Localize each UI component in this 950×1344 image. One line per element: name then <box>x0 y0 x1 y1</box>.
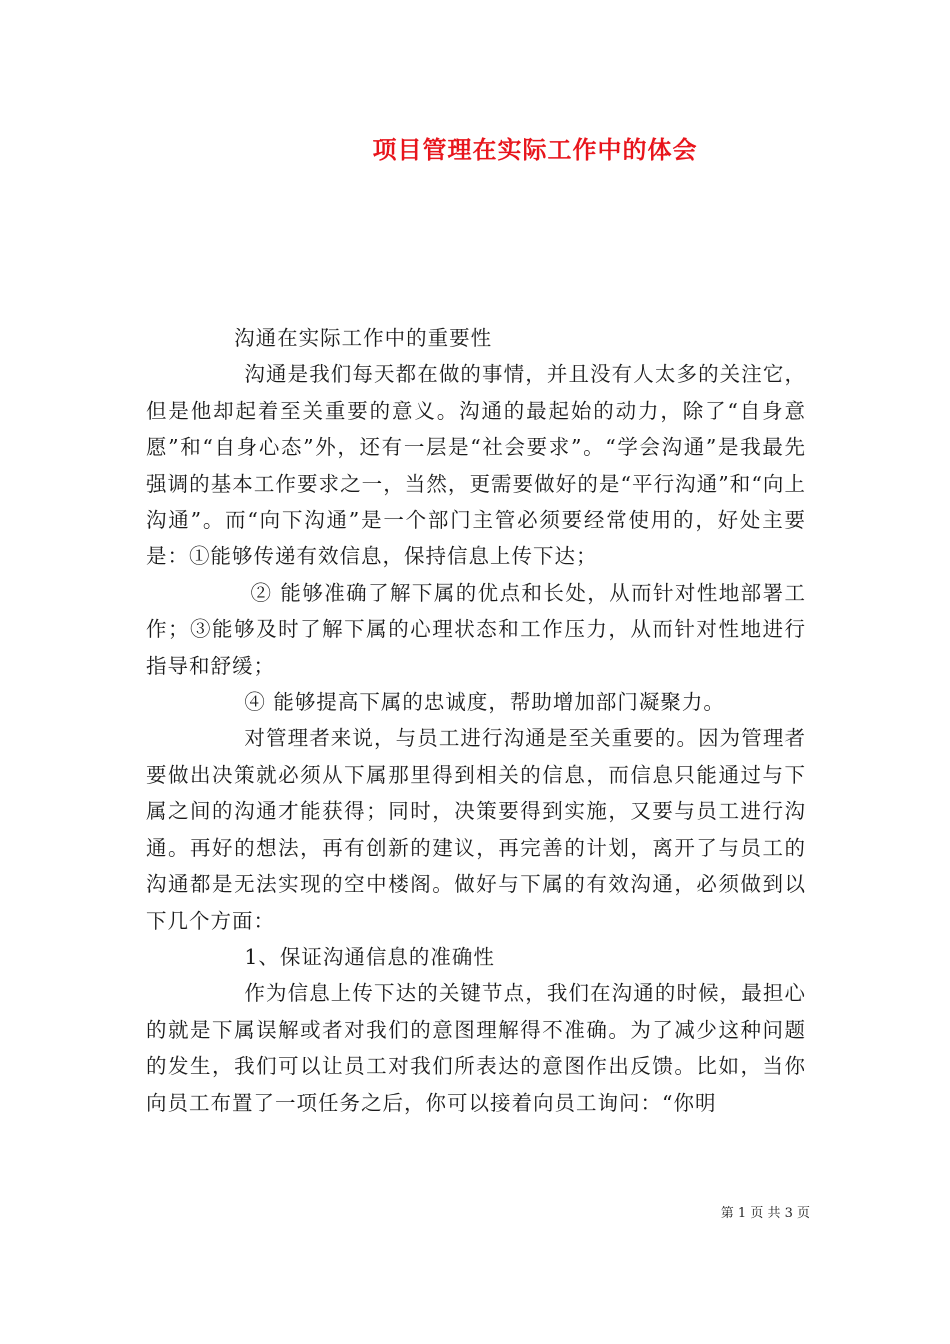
document-body <box>146 320 806 1121</box>
page-footer: 第 1 页 共 3 页 <box>720 1206 810 1221</box>
section-heading: 沟通在实际工作中的重要性 <box>234 326 493 350</box>
paragraph-communication-intro: 沟通是我们每天都在做的事情，并且没有人太多的关注它，但是他却起着至关重要的意义。沟通的最起始的动力，除了“自身意愿”和“自身心态”外，还有一层是“社会要求”。“学会沟通”是我最先强调的基本工作要求之一，当然，更需要做好的是“平行沟通”和“向上沟通”。而“向下沟通”是一个部门主管必须要经常使用的，好处主要是：①能够传递有效信息，保持信息上传下达； <box>146 362 806 569</box>
paragraph-benefit-4: ④ 能够提高下属的忠诚度，帮助增加部门凝聚力。 <box>244 690 725 715</box>
paragraph-manager-communication: 对管理者来说，与员工进行沟通是至关重要的。因为管理者要做出决策就必须从下属那里得到相关的信息，而信息只能通过与下属之间的沟通才能获得；同时，决策要得到实施，又要与员工进行沟通。再好的想法，再有创新的建议，再完善的计划，离开了与员工的沟通都是无法实现的空中楼阁。做好与下属的有效沟通，必须做到以下几个方面： <box>146 726 806 933</box>
paragraph-benefit-2-3: ② 能够准确了解下属的优点和长处，从而针对性地部署工作；③能够及时了解下属的心理状态和工作压力，从而针对性地进行指导和舒缓； <box>146 580 806 678</box>
subheading-accuracy: 1、保证沟通信息的准确性 <box>244 944 495 969</box>
paragraph-accuracy: 作为信息上传下达的关键节点，我们在沟通的时候，最担心的就是下属误解或者对我们的意图理解得不准确。为了减少这种问题的发生，我们可以让员工对我们所表达的意图作出反馈。比如，当你向员工布置了一项任务之后，你可以接着向员工询问：“你明 <box>146 981 806 1115</box>
document-title: 项目管理在实际工作中的体会 <box>372 135 698 164</box>
